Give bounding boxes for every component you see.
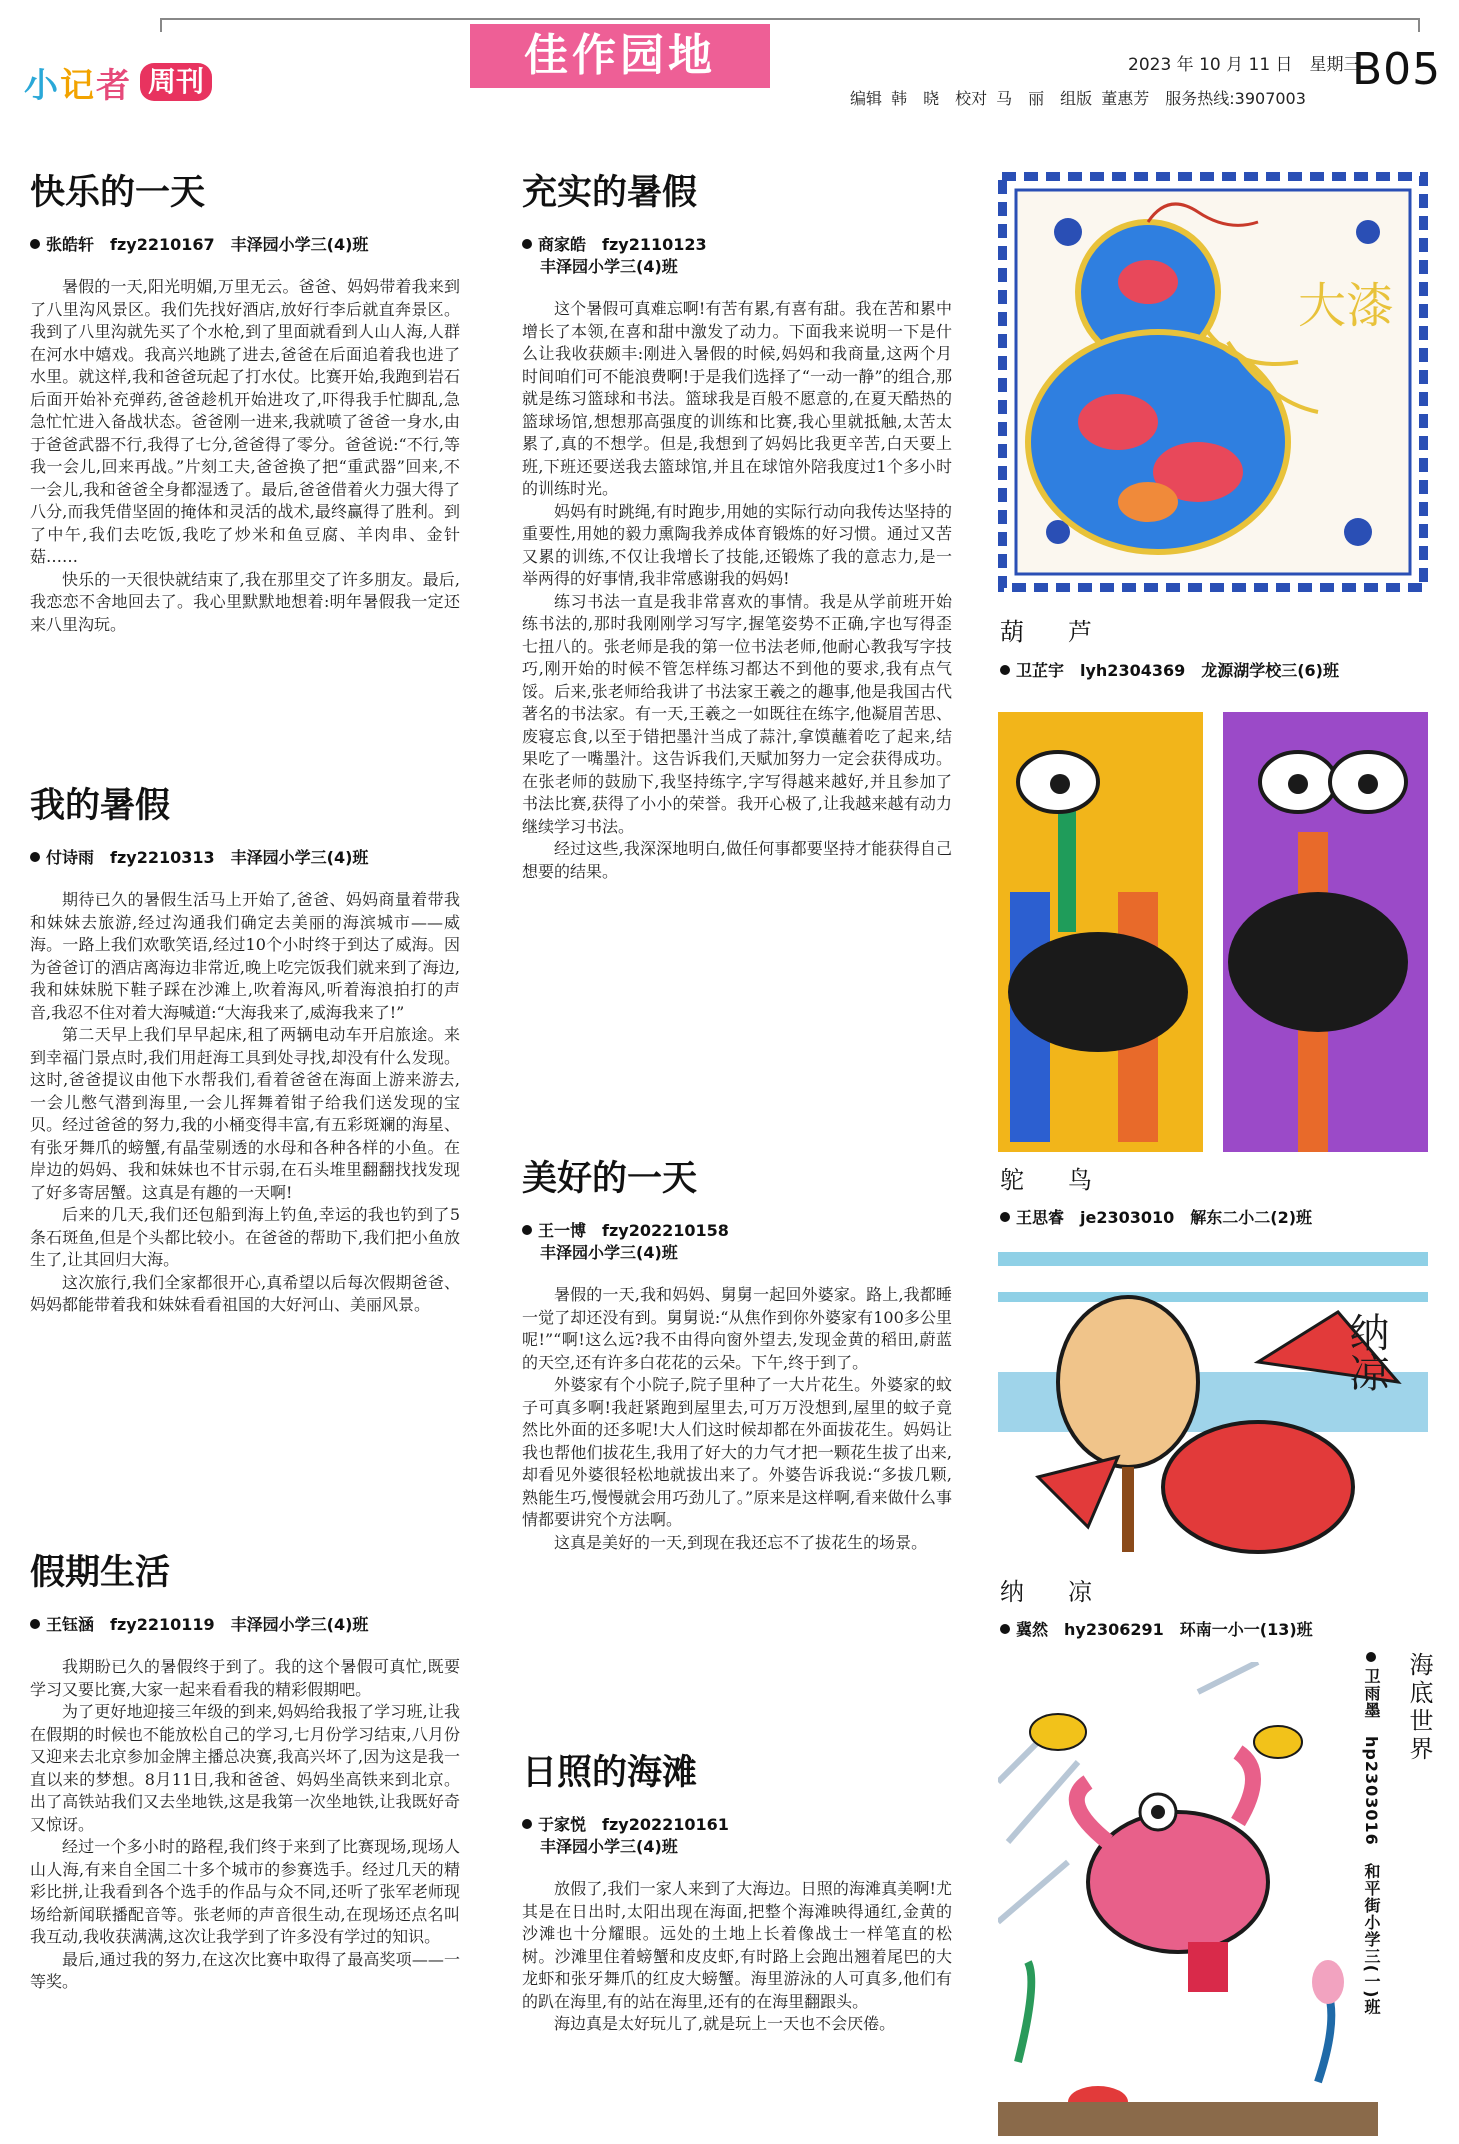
paragraph: 后来的几天,我们还包船到海上钓鱼,幸运的我也钓到了5条石斑鱼,但是个头都比较小。在爸爸的帮助下,我们把小鱼放生了,让其回归大海。 bbox=[30, 1205, 460, 1269]
artwork-credit bbox=[1360, 1652, 1383, 2015]
paragraph: 经过这些,我深深地明白,做任何事都要坚持才能获得自己想要的结果。 bbox=[522, 839, 952, 881]
editorial-credits: 编辑 韩 晓 校对 马 丽 组版 董惠芳 服务热线:3907003 bbox=[850, 89, 1306, 108]
paragraph: 暑假的一天,我和妈妈、舅舅一起回外婆家。路上,我都睡一觉了却还没有到。舅舅说:“从焦作到你外婆家有100多公里呢!”“啊!这么远?我不由得向窗外望去,发现金黄的稻田,蔚蓝的天空,还有许多白花花的云朵。下午,终于到了。 bbox=[522, 1285, 952, 1372]
article-byline bbox=[522, 1220, 952, 1242]
article-body bbox=[30, 276, 460, 636]
artwork-credit bbox=[1000, 1205, 1312, 1228]
paragraph: 第二天早上我们早早起床,租了两辆电动车开启旅途。来到幸福门景点时,我们用赶海工具到处寻找,却没有什么发现。这时,爸爸提议由他下水帮我们,看着爸爸在海面上游来游去,一会儿憋气潜到海里,一会儿挥舞着钳子给我们送发现的宝贝。经过爸爸的努力,我的小桶变得丰富,有五彩斑斓的海星、有张牙舞爪的螃蟹,有晶莹剔透的水母和各种各样的小鱼。在岸边的妈妈、我和妹妹也不甘示弱,在石头堆里翻翻找找发现了好多寄居蟹。这真是有趣的一天啊! bbox=[30, 1025, 460, 1202]
article-byline bbox=[522, 234, 952, 256]
article-title: 快乐的一天 bbox=[30, 173, 206, 213]
article-school: 丰泽园小学三(4)班 bbox=[540, 257, 678, 276]
bullet-icon bbox=[522, 239, 532, 249]
paragraph: 练习书法一直是我非常喜欢的事情。我是从学前班开始练书法的,那时我刚刚学习写字,握笔姿势不正确,字也写得歪七扭八的。张老师是我的第一位书法老师,他耐心教我写字技巧,刚开始的时候不管怎样练习都达不到他的要求,我有点气馁。后来,张老师给我讲了书法家王羲之的趣事,他是我国古代著名的书法家。有一天,王羲之一如既往在练字,他凝眉苦思、废寝忘食,以至于错把墨汁当成了蒜汁,拿馍蘸着吃了起来,结果吃了一嘴墨汁。这告诉我们,天赋加努力一定会获得成功。在张老师的鼓励下,我坚持练字,字写得越来越好,并且参加了书法比赛,获得了小小的荣誉。我开心极了,让我越来越有动力继续学习书法。 bbox=[522, 591, 952, 836]
article-3 bbox=[30, 1552, 460, 1994]
artwork-credit bbox=[1000, 658, 1339, 681]
article-byline bbox=[30, 234, 460, 256]
artwork-cooling bbox=[998, 1252, 1428, 1562]
artwork-caption: 海底世界 bbox=[1405, 1652, 1433, 1764]
credit-text: 卫芷宇 lyh2304369 龙源湖学校三(6)班 bbox=[1016, 661, 1339, 680]
paragraph: 最后,通过我的努力,在这次比赛中取得了最高奖项——一等奖。 bbox=[30, 1949, 460, 1991]
paragraph: 这次旅行,我们全家都很开心,真希望以后每次假期爸爸、妈妈都能带着我和妹妹看看祖国的大好河山、美丽风景。 bbox=[30, 1272, 460, 1314]
bullet-icon bbox=[30, 1619, 40, 1629]
article-title: 美好的一天 bbox=[522, 1159, 698, 1199]
article-school: 丰泽园小学三(4)班 bbox=[540, 1243, 678, 1262]
artwork-gourd bbox=[998, 172, 1428, 592]
credit-text: 冀然 hy2306291 环南一小一(13)班 bbox=[1016, 1620, 1313, 1639]
bullet-icon bbox=[1000, 1624, 1010, 1634]
article-byline bbox=[30, 1614, 460, 1636]
article-title: 日照的海滩 bbox=[522, 1753, 698, 1793]
article-1 bbox=[30, 172, 460, 636]
paragraph: 期待已久的暑假生活马上开始了,爸爸、妈妈商量着带我和妹妹去旅游,经过沟通我们确定去美丽的海滨城市——威海。一路上我们欢歌笑语,经过10个小时终于到达了威海。因为爸爸订的酒店离海边非常近,晚上吃完饭我们就来到了海边,我和妹妹脱下鞋子踩在沙滩上,吹着海风,听着海浪拍打的声音,我忍不住对着大海喊道:“大海我来了,威海我来了!” bbox=[30, 890, 460, 1022]
paragraph: 这真是美好的一天,到现在我还忘不了拔花生的场景。 bbox=[554, 1532, 928, 1552]
artwork-caption: 纳 凉 bbox=[1000, 1578, 1102, 1606]
bullet-icon bbox=[1000, 665, 1010, 675]
byline-text: 王一博 fzy202210158 bbox=[538, 1221, 729, 1240]
issue-date: 2023 年 10 月 11 日 星期三 bbox=[1128, 55, 1361, 75]
paragraph: 放假了,我们一家人来到了大海边。日照的海滩真美啊!尤其是在日出时,太阳出现在海面,把整个海滩映得通红,金黄的沙滩也十分耀眼。远处的土地上长着像战士一样笔直的松树。沙滩里住着螃蟹和皮皮虾,有时路上会跑出翘着尾巴的大龙虾和张牙舞爪的红皮大螃蟹。海里游泳的人可真多,他们有的趴在海里,有的站在海里,还有的在海里翻跟头。 bbox=[522, 1879, 952, 2011]
newspaper-logo bbox=[24, 60, 212, 104]
bullet-icon bbox=[1000, 1212, 1010, 1222]
paragraph: 暑假的一天,阳光明媚,万里无云。爸爸、妈妈带着我来到了八里沟风景区。我们先找好酒店,放好行李后就直奔景区。我到了八里沟就先买了个水枪,到了里面就看到人山人海,人群在河水中嬉戏。我高兴地跳了进去,爸爸在后面追着我也进了水里。就这样,我和爸爸玩起了打水仗。比赛开始,我跑到岩石后面开始补充弹药,爸爸趁机开始进攻了,吓得我手忙脚乱,急急忙忙进入备战状态。爸爸刚一进来,我就喷了爸爸一身水,由于爸爸武器不行,我得了七分,爸爸得了零分。爸爸说:“不行,等我一会儿,回来再战。”片刻工夫,爸爸换了把“重武器”回来,不一会儿,我和爸爸全身都湿透了。最后,爸爸借着火力强大得了八分,而我凭借坚固的掩体和灵活的战术,最终赢得了胜利。到了中午,我们去吃饭,我吃了炒米和鱼豆腐、羊肉串、金针菇…… bbox=[30, 277, 460, 566]
logo-char-2: 记 bbox=[60, 65, 94, 106]
paragraph: 我期盼已久的暑假终于到了。我的这个暑假可真忙,既要学习又要比赛,大家一起来看看我的精彩假期吧。 bbox=[30, 1657, 460, 1699]
painted-characters: 大漆 bbox=[1298, 278, 1395, 334]
article-byline bbox=[30, 847, 460, 869]
logo-char-1: 小 bbox=[24, 65, 58, 106]
paragraph: 这个暑假可真难忘啊!有苦有累,有喜有甜。我在苦和累中增长了本领,在喜和甜中激发了动力。下面我来说明一下是什么让我收获颇丰:刚进入暑假的时候,妈妈和我商量,这两个月时间咱们可不能浪费啊!于是我们选择了“一动一静”的组合,那就是练习篮球和书法。篮球我是百般不愿意的,在夏天酷热的篮球场馆,想想那高强度的训练和比赛,我心里就抵触,太苦太累了,真的不想学。但是,我想到了妈妈比我更辛苦,白天要上班,下班还要送我去篮球馆,并且在球馆外陪我度过1个多小时的训练时光。 bbox=[522, 299, 952, 498]
bullet-icon bbox=[522, 1819, 532, 1829]
byline-text: 商家皓 fzy2110123 bbox=[538, 235, 707, 254]
bullet-icon bbox=[30, 852, 40, 862]
logo-badge: 周刊 bbox=[140, 63, 212, 101]
byline-text: 付诗雨 fzy2210313 丰泽园小学三(4)班 bbox=[46, 848, 369, 867]
credit-text: 王思睿 je2303010 解东二小二(2)班 bbox=[1016, 1208, 1313, 1227]
article-body bbox=[30, 889, 460, 1317]
article-6 bbox=[522, 1752, 952, 2036]
article-school: 丰泽园小学三(4)班 bbox=[540, 1837, 678, 1856]
article-body bbox=[522, 1284, 952, 1554]
ostrich-painting bbox=[998, 712, 1428, 1152]
article-4 bbox=[522, 172, 952, 883]
artwork-ostrich bbox=[998, 712, 1428, 1152]
bullet-icon bbox=[522, 1225, 532, 1235]
section-title: 佳作园地 bbox=[470, 24, 770, 88]
paragraph: 经过一个多小时的路程,我们终于来到了比赛现场,现场人山人海,有来自全国二十多个城市的参赛选手。经过几天的精彩比拼,让我看到各个选手的作品与众不同,还听了张军老师现场给新闻联播配音等。张老师的声音很生动,在现场还点名叫我互动,我收获满满,这次让我学到了许多没有学过的知识。 bbox=[30, 1837, 460, 1946]
header-rule bbox=[160, 18, 1420, 20]
paragraph: 外婆家有个小院子,院子里种了一大片花生。外婆家的蚊子可真多啊!我赶紧跑到屋里去,可万万没想到,屋里的蚊子竟然比外面的还多呢!大人们这时候却都在外面拔花生。妈妈让我也帮他们拔花生,我用了好大的力气才把一颗花生拔了出来,却看见外婆很轻松地就拔出来了。外婆告诉我说:“多拔几颗,熟能生巧,慢慢就会用巧劲儿了。”原来是这样啊,看来做什么事情都要讲究个方法啊。 bbox=[522, 1375, 952, 1529]
bullet-icon bbox=[30, 239, 40, 249]
artwork-underwater bbox=[998, 1662, 1378, 2136]
bullet-icon bbox=[1366, 1652, 1376, 1662]
underwater-painting bbox=[998, 1662, 1378, 2136]
paragraph: 为了更好地迎接三年级的到来,妈妈给我报了学习班,让我在假期的时候也不能放松自己的学习,七月份学习结束,八月份又迎来去北京参加金牌主播总决赛,我高兴坏了,因为这是我一直以来的梦想。8月11日,我和爸爸、妈妈坐高铁来到北京。出了高铁站我们又去坐地铁,这是我第一次坐地铁,让我既好奇又惊讶。 bbox=[30, 1702, 460, 1834]
logo-char-3: 者 bbox=[96, 65, 130, 106]
article-2 bbox=[30, 785, 460, 1317]
article-title: 假期生活 bbox=[30, 1553, 171, 1593]
article-byline bbox=[522, 1814, 952, 1836]
header-rule-right-tick bbox=[1418, 18, 1420, 32]
article-body bbox=[30, 1656, 460, 1994]
article-body bbox=[522, 298, 952, 883]
painted-characters: 纳凉 bbox=[1343, 1312, 1389, 1392]
page-number: B05 bbox=[1352, 44, 1442, 95]
cooling-painting bbox=[998, 1252, 1428, 1562]
paragraph: 妈妈有时跳绳,有时跑步,用她的实际行动向我传达坚持的重要性,用她的毅力熏陶我养成体育锻炼的好习惯。通过又苦又累的训练,不仅让我增长了技能,还锻炼了我的意志力,是一举两得的好事情,我非常感谢我的妈妈! bbox=[522, 501, 952, 588]
byline-text: 于家悦 fzy202210161 bbox=[538, 1815, 729, 1834]
article-body bbox=[522, 1878, 952, 2036]
credit-text: 卫雨墨 hp2303016 和平街小学三(一)班 bbox=[1362, 1668, 1381, 2016]
artwork-caption: 葫 芦 bbox=[1000, 618, 1102, 646]
paragraph: 海边真是太好玩儿了,就是玩上一天也不会厌倦。 bbox=[554, 2014, 896, 2033]
artwork-caption: 鸵 鸟 bbox=[1000, 1166, 1102, 1194]
article-title: 我的暑假 bbox=[30, 786, 171, 826]
paragraph: 快乐的一天很快就结束了,我在那里交了许多朋友。最后,我恋恋不舍地回去了。我心里默默地想着:明年暑假我一定还来八里沟玩。 bbox=[30, 569, 460, 634]
artwork-credit bbox=[1000, 1617, 1313, 1640]
header-rule-left-tick bbox=[160, 18, 162, 32]
article-5 bbox=[522, 1158, 952, 1554]
gourd-painting bbox=[998, 172, 1428, 592]
byline-text: 王钰涵 fzy2210119 丰泽园小学三(4)班 bbox=[46, 1615, 369, 1634]
article-title: 充实的暑假 bbox=[522, 173, 698, 213]
byline-text: 张皓轩 fzy2210167 丰泽园小学三(4)班 bbox=[46, 235, 369, 254]
